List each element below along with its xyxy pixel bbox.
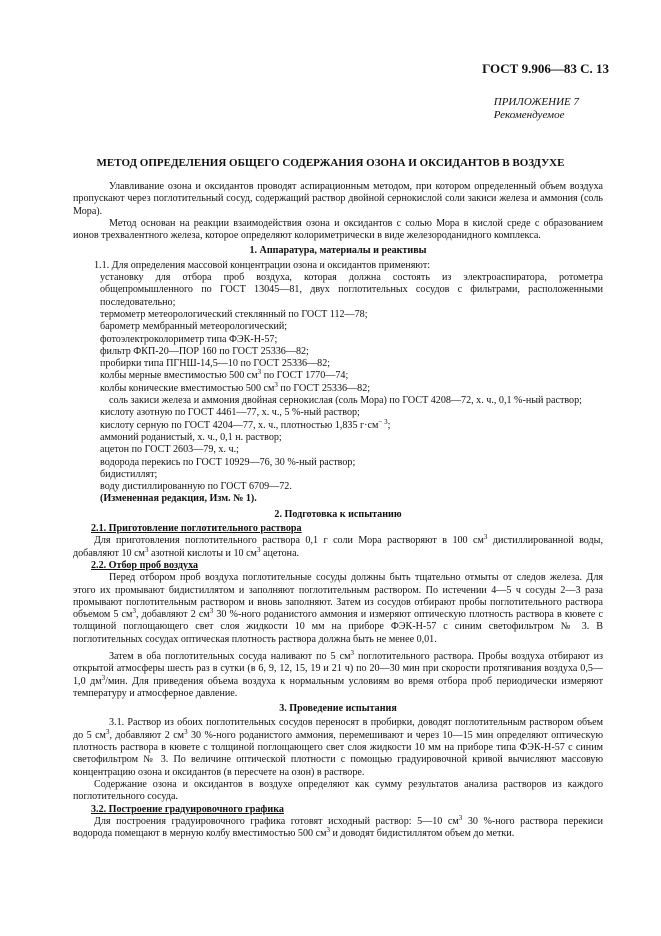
- appendix-block: [494, 96, 579, 122]
- list-item-hydrogen-peroxide: водорода перекись по ГОСТ 10929—76, 30 %-ный раствор;: [100, 456, 356, 468]
- list-item-volumetric-flasks: колбы мерные вместимостью 500 $см^3$ по ГОСТ 1770—74;: [100, 368, 349, 382]
- clause-1-1: 1.1. Для определения массовой концентрации озона и оксидантов применяют:: [94, 259, 431, 271]
- intro-paragraph-2: Метод основан на реакции взаимодействия озона и оксидантов с солью Мора в кислой среде с образованием ионов трехвалентного железа, которое определяют колориметрически в виде железороданидного комплекса.: [73, 217, 603, 242]
- page-header: ГОСТ 9.906—83 С. 13: [482, 61, 609, 76]
- list-item-bidistillate: бидистиллят;: [100, 468, 158, 480]
- sum-paragraph: Содержание озона и оксидантов в воздухе определяют как сумму результатов анализа растворов из каждого поглотительного сосуда.: [73, 778, 603, 803]
- subsection-2-1-heading: 2.1. Приготовление поглотительного раствора: [91, 523, 302, 535]
- section-1-heading: 1. Аппаратура, материалы и реактивы: [249, 245, 427, 257]
- subsection-2-2-heading: 2.2. Отбор проб воздуха: [91, 559, 199, 571]
- list-item-conical-flasks: колбы конические вместимостью 500 $см^3$ по ГОСТ 25336—82;: [100, 380, 371, 394]
- subsection-2-1-text: Для приготовления поглотительного раствора 0,1 г соли Мора растворяют в 100 $см^3$ дистиллированной воды, добавляют 10 $см^3$ азотной кислоты и 10 $см^3$ ацетона.: [73, 533, 603, 559]
- list-item-thermometer: термометр метеорологический стеклянный по ГОСТ 112—78;: [100, 308, 368, 320]
- list-item-ammonium-thiocyanate: аммоний роданистый, х. ч., 0,1 н. раствор;: [100, 431, 282, 443]
- list-item-filter: фильтр ФКП-20—ПОР 160 по ГОСТ 25336—82;: [100, 345, 309, 357]
- subsection-3-2-heading: 3.2. Построение градуировочного графика: [91, 803, 284, 815]
- list-item-test-tubes: пробирки типа ПГНШ-14,5—10 по ГОСТ 25336—82;: [100, 358, 331, 370]
- section-2-heading: 2. Подготовка к испытанию: [274, 508, 402, 520]
- appendix-status: Рекомендуемое: [493, 109, 565, 121]
- list-item-sampling-setup: установку для отбора проб воздуха, которая должна состоять из электроаспиратора, ротометра общепромышленного по ГОСТ 13045—81, двух поглотительных сосудов с фильтрами, расположенными последовательно;: [100, 272, 603, 308]
- subsection-3-2-text: Для построения градуировочного графика готовят исходный раствор: 5—10 $см^3$ 30 %-ного раствора перекиси водорода помещают в мерную колбу вместимостью 500 $см^3$ и доводят бидистиллятом объем до метки.: [73, 813, 603, 840]
- edition-note: (Измененная редакция, Изм. № 1).: [100, 493, 257, 505]
- intro-paragraph-1: Улавливание озона и оксидантов проводят аспирационным методом, при котором определенный объем воздуха пропускают через поглотительный сосуд, содержащий раствор двойной сернокислой соли закиси железа и аммония (соль Мора).: [73, 181, 603, 217]
- section-3-heading: 3. Проведение испытания: [279, 703, 397, 715]
- document-title: МЕТОД ОПРЕДЕЛЕНИЯ ОБЩЕГО СОДЕРЖАНИЯ ОЗОНА И ОКСИДАНТОВ В ВОЗДУХЕ: [96, 157, 565, 169]
- list-item-distilled-water: воду дистиллированную по ГОСТ 6709—72.: [100, 481, 292, 493]
- appendix-label: ПРИЛОЖЕНИЕ 7: [493, 96, 579, 108]
- document-body: [73, 181, 603, 840]
- clause-3-1: 3.1. Раствор из обоих поглотительных сосудов переносят в пробирки, доводят поглотительным раствором объем до 5 $см^3$, добавляют 2 $см^3$ 30 %-ного роданистого аммония, перемешивают и через 10—15 мин определяют оптическую плотность раствора в кювете с толщиной поглощающего свет слоя жидкости 10 мм на приборе типа ФЭК-Н-57 с синим светофильтром № 3. По величине оптической плотности с помощью градуировочной кривой вычисляют массовую концентрацию озона и оксидантов (в пересчете на озон) в растворе.: [73, 717, 603, 778]
- list-item-acetone: ацетон по ГОСТ 2603—79, х. ч.;: [100, 444, 239, 456]
- list-item-nitric-acid: кислоту азотную по ГОСТ 4461—77, х. ч., 5 %-ный раствор;: [100, 407, 360, 419]
- list-item-sulfuric-acid: кислоту серную по ГОСТ 4204—77, х. ч., плотностью 1,835 $г\cdot см^{- 3}$;: [100, 417, 391, 431]
- subsection-2-2-paragraph-1: Перед отбором проб воздуха поглотительные сосуды должны быть тщательно отмыты от следов железа. Для этого их промывают бидистиллятом и заполняют поглотительным раствором. По истечении 4—5 ч сосуды 2—3 раза промывают поглотительным раствором и вновь заполняют. Затем из сосудов отбирают пробы поглотительного раствора объемом 5 $см^3$, добавляют 2 $см^3$ 30 %-ного роданистого аммония и измеряют оптическую плотность раствора в кювете с толщиной поглощающего свет слоя жидкости 10 мм на приборе ФЭК-Н-57 с синим светофильтром № 3. В поглотительных сосудах оптическая плотность раствора должна быть не менее 0,01.: [73, 572, 603, 645]
- list-item-photocolorimeter: фотоэлектроколориметр типа ФЭК-Н-57;: [100, 333, 278, 345]
- subsection-2-2-paragraph-2: Затем в оба поглотительных сосуда наливают по 5 $см^3$ поглотительного раствора. Пробы воздуха отбирают из открытой атмосферы шесть раз в сутки (в 6, 9, 12, 15, 19 и 21 ч) по 20—30 мин при скорости протягивания воздуха 0,5—1,0 $дм^3$/мин. Для приведения объема воздуха к нормальным условиям во время отбора проб периодически измеряют температуру и атмосферное давление.: [73, 648, 603, 699]
- list-item-mohr-salt: соль закиси железа и аммония двойная сернокислая (соль Мора) по ГОСТ 4208—72, х. ч., 0,1 %-ный раствор;: [109, 395, 582, 407]
- list-item-barometer: барометр мембранный метеорологический;: [100, 321, 288, 333]
